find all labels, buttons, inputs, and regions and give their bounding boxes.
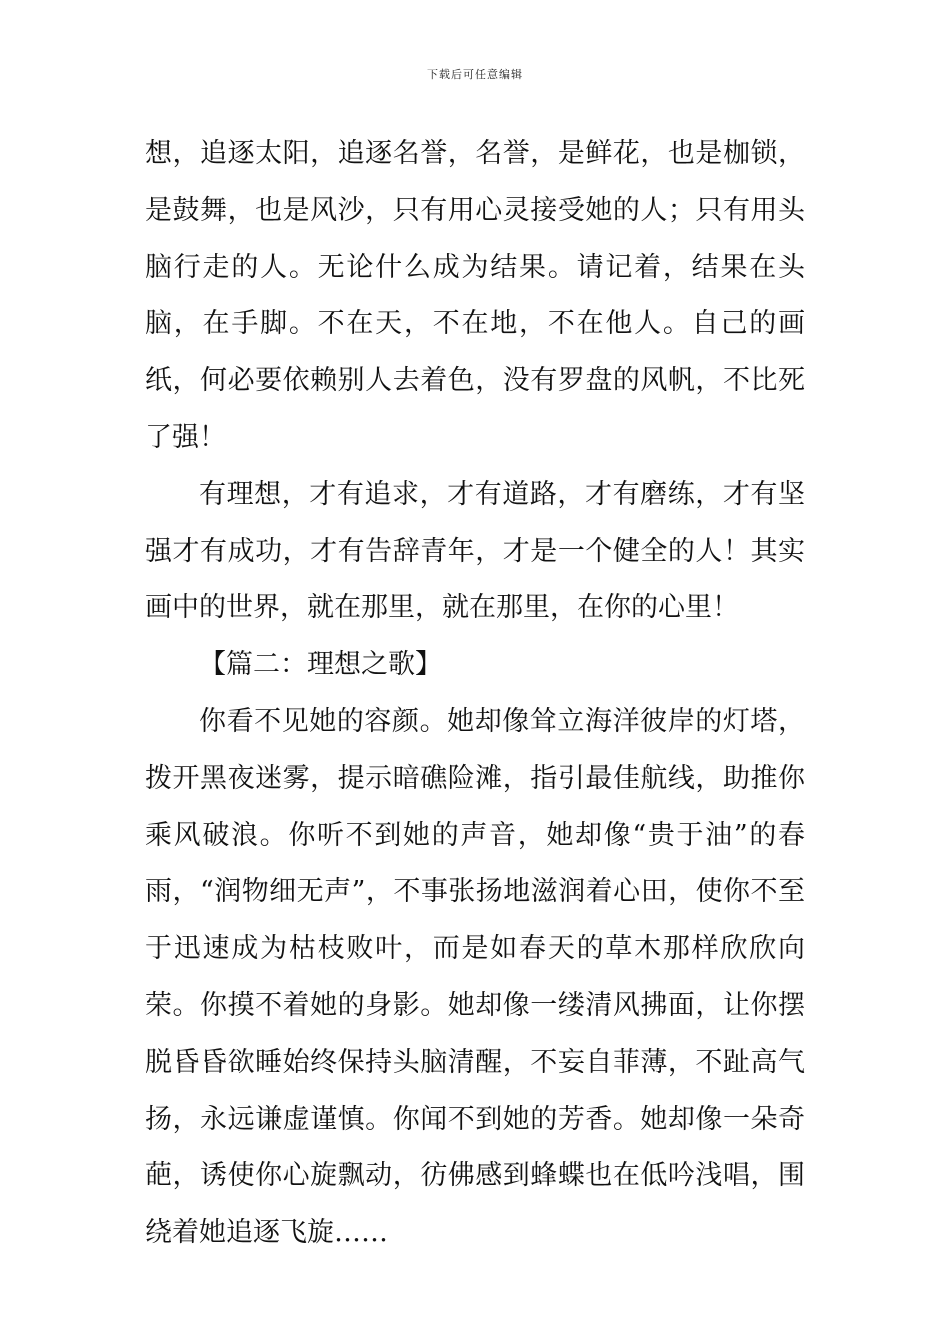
paragraph-song-of-ideals: 你看不见她的容颜。她却像耸立海洋彼岸的灯塔，拨开黑夜迷雾，提示暗礁险滩，指引最佳航线，助推你乘风破浪。你听不到她的声音，她却像“贵于油”的春雨，“润物细无声”，不事张扬地滋润着心田，使你不至于迅速成为枯枝败叶，而是如春天的草木那样欣欣向荣。你摸不着她的身影。她却像一缕清风拂面，让你摆脱昏昏欲睡始终保持头脑清醒，不妄自菲薄，不趾高气扬，永远谦虚谨慎。你闻不到她的芳香。她却像一朵奇葩，诱使你心旋飘动，彷佛感到蜂蝶也在低吟浅唱，围绕着她追逐飞旋…… <box>145 705 805 1249</box>
paragraph-ideal-conclusion: 有理想，才有追求，才有道路，才有磨练，才有坚强才有成功，才有告辞青年，才是一个健全的人！其实画中的世界，就在那里，就在那里，在你的心里！ <box>145 478 805 624</box>
page-header: 下载后可任意编辑 <box>427 68 523 81</box>
document-body <box>145 126 805 1262</box>
section-heading: 【篇二：理想之歌】 <box>199 649 442 681</box>
paragraph-ideal-closing: 想，追逐太阳，追逐名誉，名誉，是鲜花，也是枷锁，是鼓舞，也是风沙，只有用心灵接受她的人；只有用头脑行走的人。无论什么成为结果。请记着，结果在头脑，在手脚。不在天，不在地，不在他人。自己的画纸，何必要依赖别人去着色，没有罗盘的风帆，不比死了强！ <box>145 138 805 453</box>
